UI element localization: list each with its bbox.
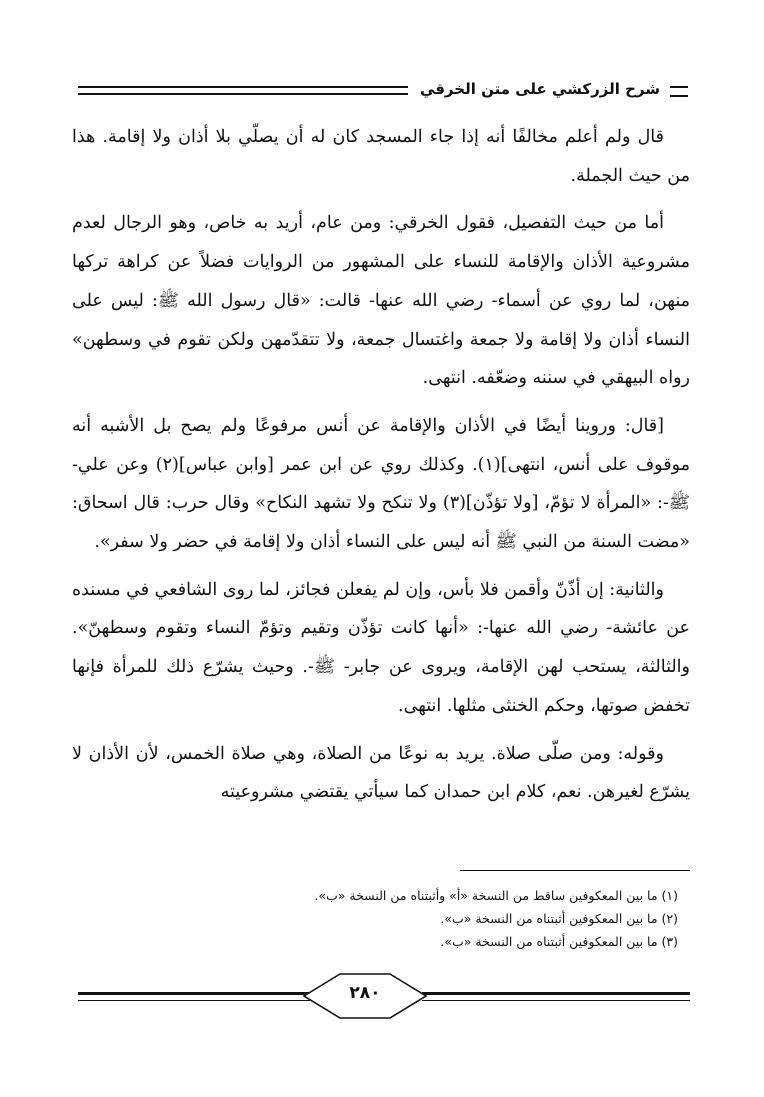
running-header <box>78 78 688 104</box>
footnotes <box>78 884 678 953</box>
paragraph: [قال: وروينا أيضًا في الأذان والإقامة عن أنس مرفوعًا ولم يصح بل الأشبه أنه موقوف على أنس، انتهى](١). وكذلك روي عن ابن عمر [وابن عباس](٢) وعن علي- ﷺ-: «المرأة لا تؤمّ، [ولا تؤذّن](٣) ولا تنكح ولا تشهد النكاح» وقال حرب: قال اسحاق: «مضت السنة من النبي ﷺ أنه ليس على النساء أذان ولا إقامة في حضر ولا سفر». <box>72 415 690 553</box>
footnote-1: (١) ما بين المعكوفين ساقط من النسخة «أ» وأثبتناه من النسخة «ب». <box>314 888 678 903</box>
paragraph: وقوله: ومن صلّى صلاة. يريد به نوعًا من الصلاة، وهي صلاة الخمس، لأن الأذان لا يشرّع لغيرهن. نعم، كلام ابن حمدان كما سيأتي يقتضي مشروعيته <box>72 743 690 803</box>
header-ornament-icon <box>670 86 688 97</box>
footer-rule-left <box>78 992 310 1001</box>
page-number: ٢٨٠ <box>349 983 381 1003</box>
paragraph: أما من حيث التفصيل، فقول الخرقي: ومن عام، أريد به خاص، وهو الرجال لعدم مشروعية الأذان والإقامة للنساء على المشهور من الروايات فضلاً عن كراهة تركها منهن، لما روي عن أسماء- رضي الله عنها- قالت: «قال رسول الله ﷺ: ليس على النساء أذان ولا إقامة ولا جمعة واغتسال جمعة، ولا تتقدّمهن ولكن تقوم في وسطهن» رواه البيهقي في سننه وضعّفه. انتهى. <box>72 213 690 389</box>
paragraph: قال ولم أعلم مخالفًا أنه إذا جاء المسجد كان له أن يصلّي بلا أذان ولا إقامة. هذا من حيث الجملة. <box>72 127 690 186</box>
paragraph: والثانية: إن أذّنّ وأقمن فلا بأس، وإن لم يفعلن فجائز، لما روى الشافعي في مسنده عن عائشة- رضي الله عنها-: «أنها كانت تؤذّن وتقيم وتؤمّ النساء وتقوم وسطهنّ». والثالثة، يستحب لهن الإقامة، ويروى عن جابر- ﷺ-. وحيث يشرّع ذلك للمرأة فإنها تخفض صوتها، وحكم الخنثى مثلها. انتهى. <box>71 579 690 716</box>
page-footer <box>78 972 690 1022</box>
footnote-2: (٢) ما بين المعكوفين أثبتناه من النسخة «ب». <box>440 911 678 926</box>
footer-rule-right <box>422 992 690 1001</box>
header-title: شرح الزركشي على متن الخرقي <box>419 80 660 98</box>
header-thin-rule <box>78 94 408 95</box>
main-text <box>72 118 690 812</box>
footnote-3: (٣) ما بين المعكوفين أثبتناه من النسخة «ب». <box>440 934 678 949</box>
footnote-separator <box>460 870 690 871</box>
